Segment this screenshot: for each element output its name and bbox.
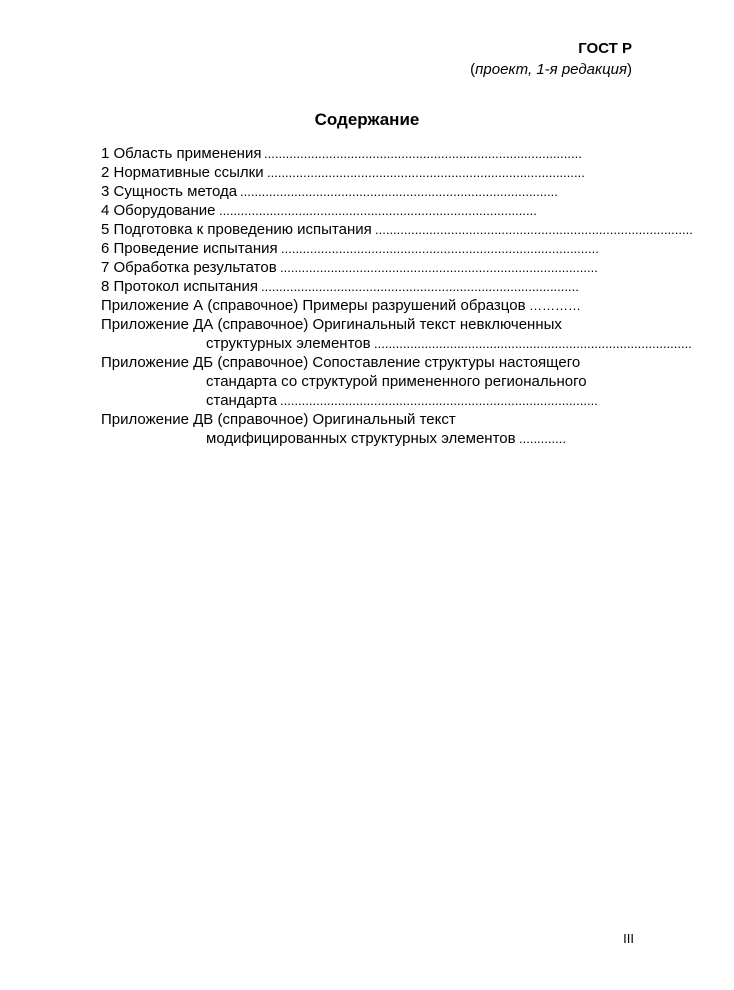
edition-text: проект, 1-я редакция: [475, 61, 627, 78]
toc-entry-label: 1 Область применения: [101, 145, 262, 162]
toc-entry-appendix-da[interactable]: [101, 315, 631, 334]
toc-entry-label: стандарта со структурой примененного регионального: [206, 373, 587, 390]
toc-entry-equipment[interactable]: [101, 201, 631, 220]
toc-leader-dots: ........................................................................................: [261, 279, 579, 294]
toc-leader-dots: …………: [529, 298, 581, 313]
edition-close-paren: ): [627, 61, 632, 78]
toc-leader-dots: .............: [519, 431, 566, 446]
toc-entry-appendix-a[interactable]: [101, 296, 631, 315]
toc-entry-scope[interactable]: [101, 144, 631, 163]
toc-entry-label: 2 Нормативные ссылки: [101, 164, 264, 181]
toc-entry-appendix-dv-continued[interactable]: [101, 429, 631, 448]
toc-entry-label: Приложение ДБ (справочное) Сопоставление структуры настоящего: [101, 354, 581, 371]
toc-entry-label: Приложение ДА (справочное) Оригинальный текст невключенных: [101, 316, 562, 333]
page-number: III: [623, 931, 634, 946]
toc-entry-appendix-db-continued[interactable]: [101, 372, 631, 391]
toc-entry-label: стандарта: [206, 392, 277, 409]
toc-leader-dots: ........................................................................................: [267, 165, 585, 180]
standard-designation: ГОСТ Р: [578, 40, 632, 57]
toc-entry-method-essence[interactable]: [101, 182, 631, 201]
toc-entry-label: структурных элементов: [206, 335, 371, 352]
toc-entry-appendix-da-continued[interactable]: [101, 334, 692, 353]
toc-entry-label: Приложение А (справочное) Примеры разрушений образцов: [101, 297, 526, 314]
toc-entry-label: Приложение ДВ (справочное) Оригинальный текст: [101, 411, 456, 428]
toc-entry-normative-references[interactable]: [101, 163, 631, 182]
toc-leader-dots: ........................................................................................: [374, 336, 692, 351]
toc-entry-appendix-dv[interactable]: [101, 410, 631, 429]
toc-title: Содержание: [314, 110, 420, 129]
toc-leader-dots: ........................................................................................: [375, 222, 693, 237]
toc-leader-dots: ........................................................................................: [264, 146, 582, 161]
toc-entry-test-procedure[interactable]: [101, 239, 631, 258]
toc-entry-appendix-db[interactable]: [101, 353, 631, 372]
toc-leader-dots: ........................................................................................: [280, 260, 598, 275]
toc-entry-label: модифицированных структурных элементов: [206, 430, 516, 447]
toc-entry-label: 5 Подготовка к проведению испытания: [101, 221, 372, 238]
toc-entry-label: 7 Обработка результатов: [101, 259, 277, 276]
toc-entry-label: 4 Оборудование: [101, 202, 216, 219]
toc-leader-dots: ........................................................................................: [281, 241, 599, 256]
toc-entry-test-report[interactable]: [101, 277, 631, 296]
toc-entry-label: 8 Протокол испытания: [101, 278, 258, 295]
toc-entry-label: 6 Проведение испытания: [101, 240, 278, 257]
toc-entry-label: 3 Сущность метода: [101, 183, 238, 200]
draft-edition-note: [470, 60, 632, 80]
table-of-contents: [101, 144, 693, 448]
toc-leader-dots: ........................................................................................: [280, 393, 598, 408]
toc-entry-appendix-db-continued[interactable]: [101, 391, 631, 410]
toc-entry-test-preparation[interactable]: [101, 220, 693, 239]
toc-entry-results-processing[interactable]: [101, 258, 631, 277]
edition-open-paren: (: [470, 61, 476, 78]
toc-leader-dots: ........................................................................................: [240, 184, 558, 199]
toc-leader-dots: ........................................................................................: [219, 203, 537, 218]
